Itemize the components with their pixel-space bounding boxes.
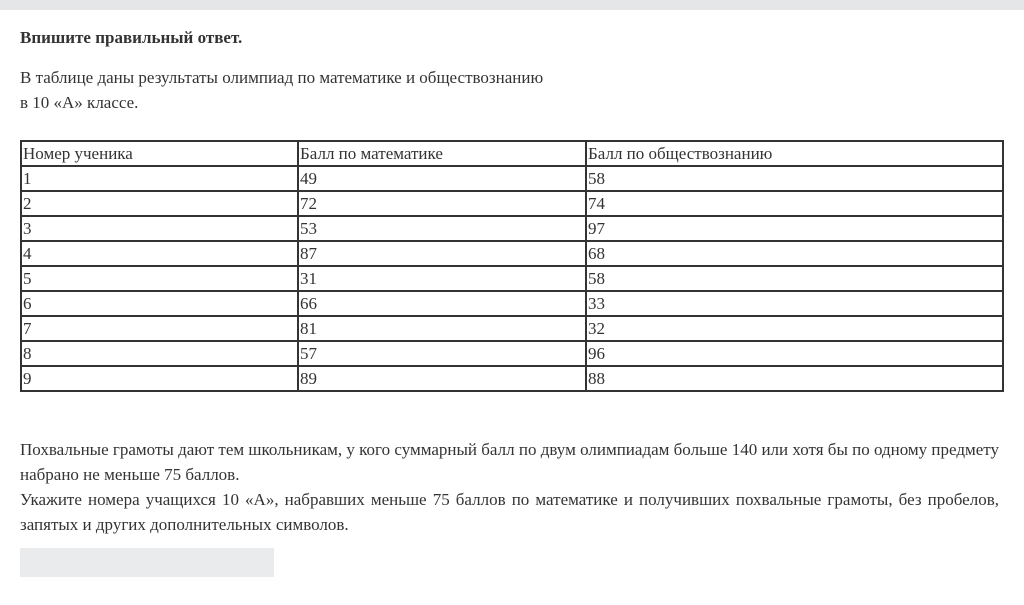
cell-student-number: 8 — [21, 341, 298, 366]
cell-social-score: 88 — [586, 366, 1003, 391]
cell-math-score: 89 — [298, 366, 586, 391]
cell-social-score: 33 — [586, 291, 1003, 316]
instruction-heading: Впишите правильный ответ. — [20, 28, 243, 47]
cell-student-number: 9 — [21, 366, 298, 391]
cell-social-score: 68 — [586, 241, 1003, 266]
header-social-score: Балл по обществознанию — [586, 141, 1003, 166]
task-paragraph-question: Укажите номера учащихся 10 «А», набравших меньше 75 баллов по математике и получивших похвальные грамоты, без пробелов, запятых и других дополнительных символов. — [20, 490, 999, 534]
cell-math-score: 57 — [298, 341, 586, 366]
results-table — [20, 140, 1004, 392]
intro-line-1: В таблице даны результаты олимпиад по математике и обществознанию — [20, 68, 544, 87]
table-row — [21, 216, 1003, 241]
cell-social-score: 58 — [586, 166, 1003, 191]
cell-math-score: 31 — [298, 266, 586, 291]
table-row — [21, 366, 1003, 391]
cell-math-score: 53 — [298, 216, 586, 241]
cell-math-score: 81 — [298, 316, 586, 341]
cell-student-number: 1 — [21, 166, 298, 191]
cell-student-number: 7 — [21, 316, 298, 341]
table-row — [21, 316, 1003, 341]
cell-student-number: 4 — [21, 241, 298, 266]
header-student-number: Номер ученика — [21, 141, 298, 166]
intro-line-2: в 10 «А» классе. — [20, 93, 139, 112]
cell-math-score: 49 — [298, 166, 586, 191]
table-row — [21, 191, 1003, 216]
cell-student-number: 5 — [21, 266, 298, 291]
cell-social-score: 74 — [586, 191, 1003, 216]
cell-social-score: 97 — [586, 216, 1003, 241]
top-bar — [0, 0, 1024, 10]
table-header-row — [21, 141, 1003, 166]
table-row — [21, 241, 1003, 266]
cell-student-number: 2 — [21, 191, 298, 216]
table-row — [21, 166, 1003, 191]
cell-social-score: 58 — [586, 266, 1003, 291]
cell-math-score: 72 — [298, 191, 586, 216]
cell-student-number: 6 — [21, 291, 298, 316]
cell-student-number: 3 — [21, 216, 298, 241]
cell-math-score: 66 — [298, 291, 586, 316]
table-row — [21, 266, 1003, 291]
task-text — [20, 437, 999, 537]
cell-social-score: 96 — [586, 341, 1003, 366]
intro-text — [20, 65, 620, 115]
cell-social-score: 32 — [586, 316, 1003, 341]
cell-math-score: 87 — [298, 241, 586, 266]
table-row — [21, 341, 1003, 366]
table-row — [21, 291, 1003, 316]
task-paragraph-criteria: Похвальные грамоты дают тем школьникам, у кого суммарный балл по двум олимпиадам больше 140 или хотя бы по одному предмету набрано не меньше 75 баллов. — [20, 440, 999, 484]
header-math-score: Балл по математике — [298, 141, 586, 166]
answer-input[interactable] — [20, 548, 274, 577]
